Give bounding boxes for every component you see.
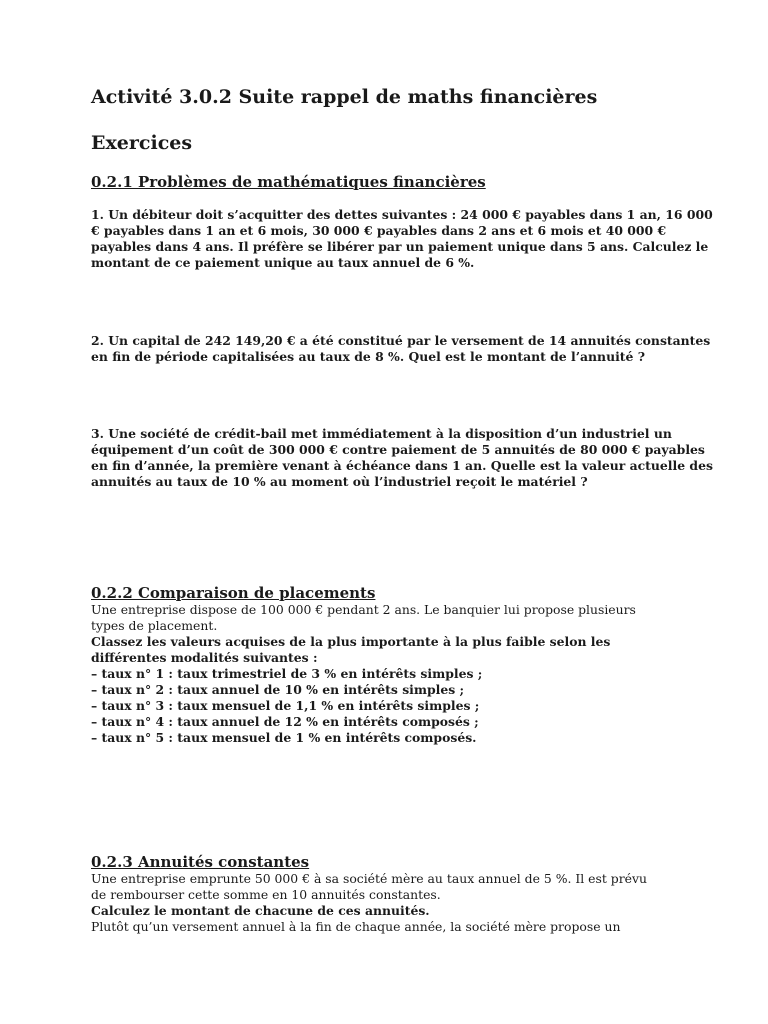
placements-body — [91, 602, 681, 746]
placements-intro-line: types de placement. — [91, 618, 218, 633]
problem-3-line: annuités au taux de 10 % au moment où l’industriel reçoit le matériel ? — [91, 474, 588, 489]
problem-1-line: payables dans 4 ans. Il préfère se libérer par un paiement unique dans 5 ans. Calculez le — [91, 239, 709, 254]
problem-1-line: montant de ce paiement unique au taux annuel de 6 %. — [91, 255, 475, 270]
problem-2-line: en fin de période capitalisées au taux de 8 %. Quel est le montant de l’annuité ? — [91, 349, 645, 364]
exercises-heading: Exercices — [91, 132, 193, 154]
problem-3 — [91, 426, 713, 490]
annuites-question: Calculez le montant de chacune de ces annuités. — [91, 903, 430, 918]
placements-intro-line: Une entreprise dispose de 100 000 € pendant 2 ans. Le banquier lui propose plusieurs — [91, 602, 636, 617]
problem-3-line: 3. Une société de crédit-bail met immédiatement à la disposition d’un industriel un — [91, 426, 672, 441]
problem-1-line: 1. Un débiteur doit s’acquitter des dettes suivantes : 24 000 € payables dans 1 an, 16 000 — [91, 207, 713, 222]
problem-2 — [91, 333, 711, 365]
placements-line: Classez les valeurs acquises de la plus importante à la plus faible selon les — [91, 634, 611, 649]
placements-line: différentes modalités suivantes : — [91, 650, 318, 665]
annuites-tail-line: Plutôt qu’un versement annuel à la fin de chaque année, la société mère propose un — [91, 919, 621, 934]
rate-item: – taux n° 2 : taux annuel de 10 % en intérêts simples ; — [91, 682, 465, 697]
annuites-intro-line: Une entreprise emprunte 50 000 € à sa société mère au taux annuel de 5 %. Il est prévu — [91, 871, 647, 886]
rate-item: – taux n° 5 : taux mensuel de 1 % en intérêts composés. — [91, 730, 477, 745]
section-heading-problems: 0.2.1 Problèmes de mathématiques financières — [91, 173, 486, 191]
rate-item: – taux n° 3 : taux mensuel de 1,1 % en intérêts simples ; — [91, 698, 480, 713]
problem-3-line: équipement d’un coût de 300 000 € contre paiement de 5 annuités de 80 000 € payables — [91, 442, 705, 457]
section-heading-placements: 0.2.2 Comparaison de placements — [91, 584, 376, 602]
document-title: Activité 3.0.2 Suite rappel de maths financières — [91, 86, 598, 108]
problem-1 — [91, 207, 713, 271]
rate-item: – taux n° 4 : taux annuel de 12 % en intérêts composés ; — [91, 714, 479, 729]
annuites-body — [91, 871, 681, 935]
problem-3-line: en fin d’année, la première venant à échéance dans 1 an. Quelle est la valeur actuelle des — [91, 458, 713, 473]
rate-item: – taux n° 1 : taux trimestriel de 3 % en intérêts simples ; — [91, 666, 483, 681]
section-heading-annuites: 0.2.3 Annuités constantes — [91, 853, 310, 871]
problem-1-line: € payables dans 1 an et 6 mois, 30 000 € payables dans 2 ans et 6 mois et 40 000 € — [91, 223, 667, 238]
problem-2-line: 2. Un capital de 242 149,20 € a été constitué par le versement de 14 annuités constantes — [91, 333, 711, 348]
annuites-intro-line: de rembourser cette somme en 10 annuités constantes. — [91, 887, 441, 902]
